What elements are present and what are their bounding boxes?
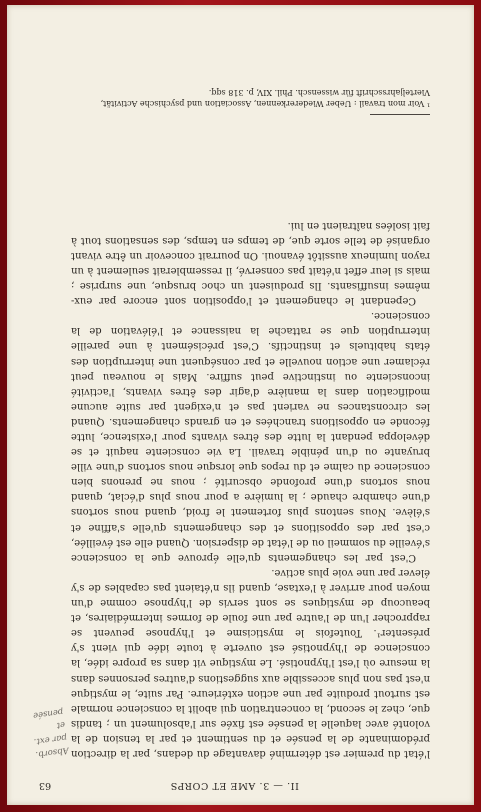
page-header [39,775,430,791]
page-content [7,5,474,805]
paragraph: l'état du premier est déterminé davantage du dedans, par la direction prédominante de la pensée et du sentiment et par la tension de la volonté avec laquelle la pensée est fixée sur l'absolument un ; tandis que, chez le second, la concentration qui abolit la conscience normale est surtout produite par une action extérieure. Par suite, le mystique n'est pas non plus accessible aux suggestions d'autres personnes dans la mesure où l'est l'hypnotisé. Le mystique vit dans sa propre idée, la conscience de l'hypnotisé est ouverte à toute idée qui vient s'y présenter¹. Toutefois le mysticisme et l'hypnose peuvent se rapprocher l'un de l'autre par une foule de formes intermédiaires, et beaucoup de mystiques se sont servis de l'hypnose comme d'un moyen pour arriver à l'extase, quand ils n'étaient pas capables de s'y élever par une voie plus active. [71,566,430,759]
running-title: II. — 3. AME ET CORPS [170,780,299,791]
body-text [71,218,430,761]
footnote-divider [370,114,430,115]
annotation-line: et [55,719,66,731]
page-number: 63 [39,780,52,791]
footnote: ¹ Voir mon travail : Ueber Wiedererkennen, Association und psychische Activität, Vierteljahrsschrift für wissensch. Phil. XIV, p. 318 sqq. [100,88,430,108]
handwritten-annotation [19,704,70,762]
paragraph: Cependant le changement et l'opposition sont encore par eux-mêmes insuffisants. Ils produisent un choc brusque, une surprise ; mais si leur effet n'était pas conservé, il ressemblerait seulement à un rayon lumineux aussitôt évanoui. On pourrait concevoir un être vivant organisé de telle sorte que, de temps en temps, des sensations tout à fait isolées naîtraient en lui. [71,219,430,307]
paragraph: C'est par les changements qu'elle éprouve que la conscience s'éveille du sommeil ou de l'état de dispersion. Quand elle est éveillée, c'est par des oppositions et des changements qu'elle s'affine et s'élève. Nous sentons plus fortement le froid, quand nous sortons d'une chambre chaude ; la lumière a pour nous plus d'éclat, quand nous sortons d'une profonde obscurité ; nous ne prenons bien conscience du calme et du repos que lorsque nous sortons d'une ville bruyante ou d'un pénible travail. La vie consciente naquit et se développa pendant la lutte des êtres vivants pour l'existence, lutte féconde en oppositions tranchées et en grands changements. Quand les circonstances ne varient pas et n'exigent par suite aucune modification dans la manière d'agir des êtres vivants, l'activité inconsciente ou instinctive peut suffire. Mais le nouveau peut réclamer une action nouvelle et par conséquent une interruption des états habituels et instinctifs. C'est précisément à une pareille interruption que se rattache la naissance et l'élévation de la conscience. [71,310,430,563]
annotation-line: Absorb. [34,744,70,760]
book-page [7,5,474,805]
annotation-line: par ext. [33,731,68,747]
annotation-line: pensée [32,706,64,721]
